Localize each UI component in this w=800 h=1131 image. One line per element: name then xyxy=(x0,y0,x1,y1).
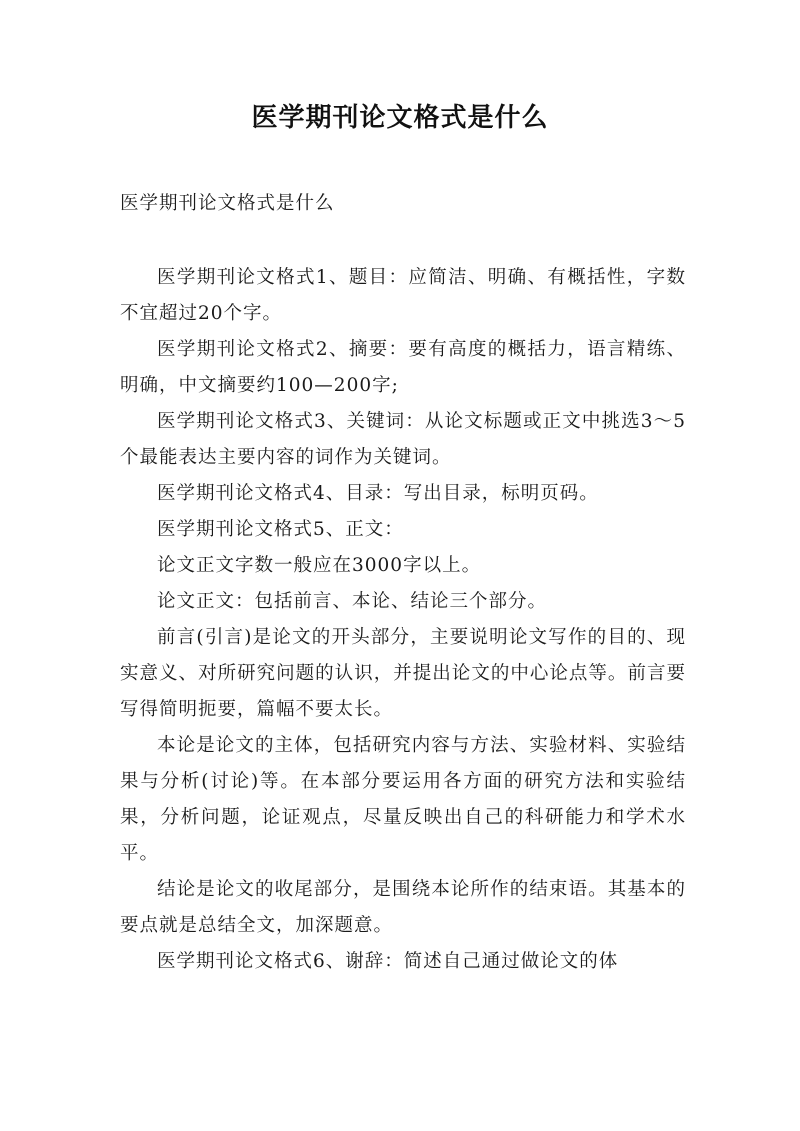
paragraph-keywords-format: 医学期刊论文格式3、关键词：从论文标题或正文中挑选3～5个最能表达主要内容的词作为关键词。 xyxy=(120,411,686,468)
paragraph-introduction: 前言(引言)是论文的开头部分，主要说明论文写作的目的、现实意义、对所研究问题的认识，并提出论文的中心论点等。前言要写得简明扼要，篇幅不要太长。 xyxy=(120,627,686,720)
document-body xyxy=(120,260,686,980)
paragraph-abstract-format: 医学期刊论文格式2、摘要：要有高度的概括力，语言精练、明确，中文摘要约100—200字; xyxy=(120,339,686,396)
paragraph-conclusion: 结论是论文的收尾部分，是围绕本论所作的结束语。其基本的要点就是总结全文，加深题意。 xyxy=(120,879,686,936)
page-title: 医学期刊论文格式是什么 xyxy=(251,103,549,133)
paragraph-word-count: 论文正文字数一般应在3000字以上。 xyxy=(157,555,482,576)
paragraph-main-body: 本论是论文的主体，包括研究内容与方法、实验材料、实验结果与分析(讨论)等。在本部分要运用各方面的研究方法和实验结果，分析问题，论证观点，尽量反映出自己的科研能力和学术水平。 xyxy=(120,735,686,864)
paragraph-main-text-parts: 论文正文：包括前言、本论、结论三个部分。 xyxy=(157,591,548,612)
paragraph-title-format: 医学期刊论文格式1、题目：应简洁、明确、有概括性，字数不宜超过20个字。 xyxy=(120,267,686,324)
paragraph-acknowledgements-format: 医学期刊论文格式6、谢辞：简述自己通过做论文的体 xyxy=(157,951,619,972)
paragraph-contents-format: 医学期刊论文格式4、目录：写出目录，标明页码。 xyxy=(157,483,599,504)
paragraph-main-text-format: 医学期刊论文格式5、正文： xyxy=(157,519,404,540)
document-subtitle: 医学期刊论文格式是什么 xyxy=(120,193,335,214)
